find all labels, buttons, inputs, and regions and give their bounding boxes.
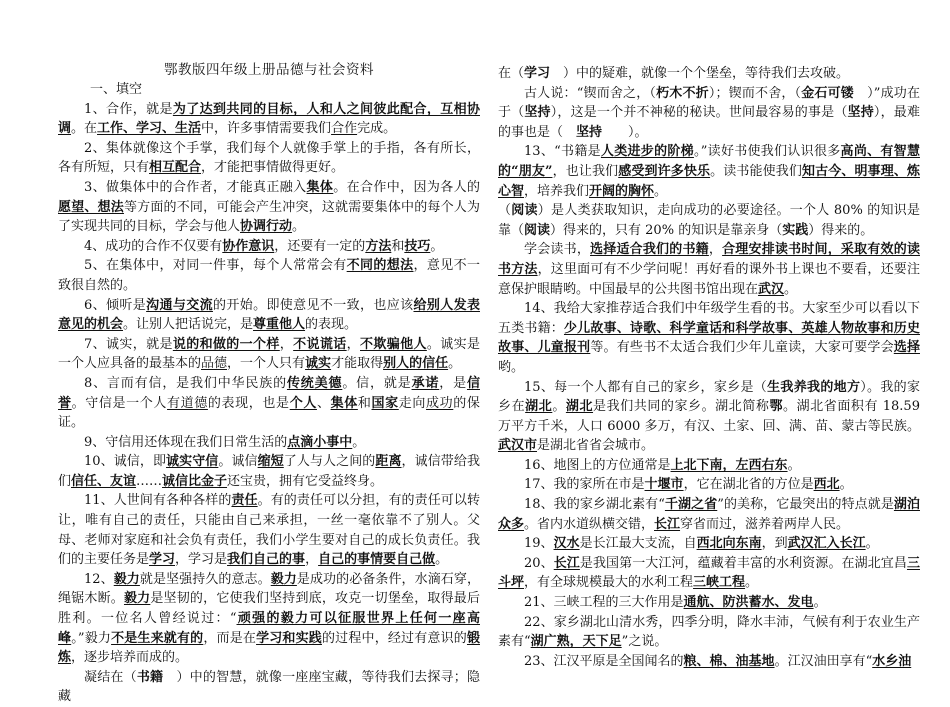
text-run: 。”读好书使我们认识很多 — [693, 144, 841, 160]
text-run: 。诚实是一个人应具备的最基本的 — [58, 336, 480, 372]
text-run: 是我国第一大江河，蕴藏着丰富的水利资源。在湖北宜昌 — [579, 555, 907, 571]
key-term: 阅读 — [511, 203, 538, 219]
text-run: 。在 — [71, 121, 98, 137]
text-run: 。 — [435, 552, 449, 568]
text-run: 13、“书籍是 — [524, 144, 601, 160]
key-term: 少儿故事、诗歌、科学童话和科学故事、英雄人物故事和历史故事、儿童报刊 — [498, 320, 920, 356]
key-term: 缩短 — [257, 454, 284, 470]
text-run: 了人与人之间的 — [283, 454, 376, 470]
document-title: 鄂教版四年级上册品德与社会资料 — [164, 62, 374, 78]
left-column-body — [58, 100, 480, 707]
text-run: 的过程中，经过有意识的 — [321, 630, 467, 646]
text-run: 哟。 — [498, 359, 525, 375]
text-run: 古人说：“锲而舍之，（ — [524, 85, 657, 101]
key-term: 合作 — [331, 121, 358, 137]
text-run: 。守信是一个人 — [71, 395, 168, 411]
key-term: 西北 — [813, 477, 840, 493]
text-run: 穿省而过，滋养着两岸人民。 — [680, 516, 850, 532]
text-run: ，而是在 — [203, 630, 257, 646]
key-term: 沟通与交流 — [146, 297, 213, 313]
key-term: 顽强的毅力可以征服世界上任何一座高峰 — [58, 611, 480, 646]
text-run: ）。 — [602, 124, 648, 140]
key-term: 毅力 — [113, 571, 140, 587]
text-run: 。读书能使我们 — [710, 163, 802, 179]
text-run: 。 — [787, 457, 801, 473]
text-run: 。 — [430, 238, 444, 254]
key-term: 为了达到共同的目标，人和人之间彼此配合，互相协调 — [58, 101, 480, 137]
right-column — [498, 64, 920, 671]
text-run: 14、我给大家推荐适合我们中年级学生看的书。大家至少可以看以下五类书籍： — [498, 301, 920, 336]
text-run: ， — [279, 336, 294, 352]
key-term: 别人的信任 — [383, 356, 449, 372]
text-run: ）；锲而不舍，（ — [708, 85, 802, 101]
text-run: 的表现，也是 — [207, 395, 290, 411]
key-term: 协作意识 — [222, 238, 275, 254]
key-term: 说的和做的一个样 — [172, 336, 280, 352]
text-run: ，一个人只有 — [227, 356, 306, 372]
left-column — [58, 80, 480, 707]
text-run: 凝结在（ — [84, 669, 137, 685]
key-term: 汉水 — [553, 536, 580, 552]
text-run: ”的美称，它最突出的特点就是 — [717, 497, 894, 513]
text-run: 。让别人把话说完，是 — [123, 317, 254, 333]
text-run: 学会读书， — [524, 242, 591, 258]
text-run: 完成。 — [357, 121, 397, 137]
text-run: ”之说。 — [621, 634, 668, 650]
key-term: 毅力 — [270, 571, 297, 587]
key-term: 集体 — [306, 179, 334, 195]
text-run: ）是人类获取知识，走向成功的必要途径。一个人 80% 的知识是靠（ — [498, 203, 920, 238]
paragraph — [498, 652, 920, 672]
key-term: 集体 — [330, 395, 358, 411]
paragraph — [498, 299, 920, 377]
text-run: ）中的智慧，就像一座座宝藏，等待我们去探寻；隐藏 — [58, 669, 480, 705]
text-run: ），最难的事也是（ — [498, 105, 920, 140]
text-run: ， — [305, 552, 319, 568]
key-term: 阅读 — [524, 222, 551, 238]
paragraph — [498, 142, 920, 201]
paragraph — [498, 495, 920, 534]
text-run: 。 — [654, 183, 668, 199]
key-term: 三峡工程 — [693, 575, 746, 591]
text-run: 是我们共同的家乡。湖北简称 — [593, 399, 770, 415]
text-run: ，是 — [439, 375, 467, 391]
key-term: 湖北 — [525, 399, 553, 415]
key-term: 成功 — [426, 395, 454, 411]
text-run: 21、三峡工程的三大作用是 — [524, 595, 684, 611]
key-term: 高尚、有智慧的“朋友” — [498, 144, 920, 179]
paragraph — [498, 534, 920, 554]
paragraph — [498, 554, 920, 593]
text-run: 15、每一个人都有自己的家乡，家乡是（ — [524, 379, 768, 395]
text-run: 的表现。 — [305, 317, 358, 333]
key-term: 朽木不折 — [656, 85, 709, 101]
key-term: 湖广熟，天下足 — [530, 634, 622, 650]
text-run: ）。我的家乡在 — [498, 379, 920, 415]
key-term: 学习 — [149, 552, 176, 568]
text-run: 是长江最大支流，自 — [579, 536, 697, 552]
key-term: 锻炼 — [58, 630, 480, 666]
text-run: 。 — [448, 356, 462, 372]
text-run: 就是坚强持久的意志。 — [139, 571, 271, 587]
text-run: 的保证。 — [58, 395, 480, 431]
text-run: 17、我的家所在市是 — [524, 477, 645, 493]
key-term: 传统美德 — [286, 375, 343, 391]
key-term: 个人 — [289, 395, 317, 411]
key-term: 坚持 — [847, 105, 874, 121]
key-term: 诚信比金子 — [162, 473, 228, 489]
text-run: ，逐步培养而成的。 — [71, 650, 189, 666]
text-run: ）得来的。 — [808, 222, 874, 238]
text-run: 。省内水道纵横交错， — [524, 516, 655, 532]
key-term: 承诺 — [411, 375, 440, 391]
text-run: ，还要有一定的 — [274, 238, 366, 254]
text-run: 。 — [865, 536, 879, 552]
key-term: 三斗坪 — [498, 555, 920, 591]
key-term: 武汉市 — [498, 438, 538, 454]
text-run: 等方面的不同，可能会产生冲突，这就需要集体中的每个人为了实现共同的目标，学会与他人 — [58, 199, 480, 235]
key-term: 学习 — [524, 66, 551, 81]
text-run: 7、诚实，就是 — [84, 336, 173, 352]
key-term: 给别人发表意见的机会 — [58, 297, 480, 333]
text-run: 9、守信用还体现在我们日常生活的 — [84, 434, 288, 450]
text-run: 和 — [391, 238, 405, 254]
text-run: 23、江汉平原是全国闻名的 — [524, 653, 684, 669]
key-term: 鄂 — [769, 399, 784, 415]
text-run: ，这里面可有不少学问呢！再好看的课外书上课也不要看，还要注意保护眼睛哟。中国最早的公共图书馆出现在 — [498, 261, 920, 297]
text-run: 2、集体就像这个手掌，我们每个人就像手掌上的手指，各有所长，各有所短，只有 — [58, 140, 480, 176]
key-term: 有道德 — [167, 395, 208, 411]
text-run: 和 — [357, 395, 372, 411]
key-term: 生我养我的地方 — [767, 379, 861, 395]
text-run: （ — [498, 203, 512, 219]
text-run: 6、倾听是 — [84, 297, 147, 313]
paragraph — [498, 84, 920, 143]
paragraph — [58, 668, 480, 707]
key-term: 信誉 — [58, 375, 480, 411]
key-term: 技巧 — [404, 238, 431, 254]
text-run: 在（ — [498, 66, 525, 81]
text-run: ，有全球规模最大的水利工程 — [524, 575, 694, 591]
key-term: 十堰市 — [644, 477, 684, 493]
key-term: 品德 — [201, 356, 228, 372]
key-term: 坚持 — [576, 124, 603, 140]
text-run: 4、成功的合作不仅要有 — [84, 238, 223, 254]
key-term: 方法 — [365, 238, 392, 254]
paragraph — [58, 100, 480, 139]
paragraph — [58, 374, 480, 433]
key-term: 粮、棉、油基地 — [683, 653, 775, 669]
key-term: 湖北 — [565, 399, 594, 415]
text-run: ，才能把事情做得更好。 — [201, 160, 345, 176]
text-run: ， — [346, 336, 360, 352]
text-run: 走向 — [398, 395, 427, 411]
paragraph — [498, 64, 920, 84]
key-term: 湖泊众多 — [498, 497, 920, 532]
key-term: 学习和实践 — [256, 630, 322, 646]
paragraph — [58, 452, 480, 491]
text-run: ）得来的，只有 20% 的知识是靠亲身（ — [550, 222, 783, 238]
text-run: 。有的责任可以分担，有的责任可以转让，唯有自己的责任，只能由自己来承担，一丝一毫依靠不了别人。父母、老师对家庭和社会负有责任，我们小学生要对自己的成长负责任。我们的主要任务是 — [58, 493, 480, 568]
key-term: 合理安排读书时间，采取有效的读书方法 — [498, 242, 920, 277]
paragraph — [58, 237, 480, 257]
key-term: 毅力 — [123, 591, 151, 607]
key-term: 金石可镂 — [801, 85, 854, 101]
text-run: ，也让我们 — [552, 163, 619, 179]
key-term: 诚实守信 — [166, 454, 219, 470]
key-term: 信任、友谊 — [71, 473, 137, 489]
text-run: 1、合作，就是 — [84, 101, 173, 117]
key-term: 人类进步的阶梯 — [600, 144, 694, 160]
text-run: 5、在集体中，对同一件事，每个人常常会有 — [84, 258, 347, 274]
text-run: 。信，就是 — [342, 375, 412, 391]
text-run: 。 — [839, 477, 853, 493]
key-term: 相互配合 — [149, 160, 202, 176]
text-run: 10、诚信，即 — [84, 454, 167, 470]
key-term: 坚持 — [524, 105, 551, 121]
text-run: 。诚信 — [218, 454, 258, 470]
key-term: 自己的事情要自己做 — [318, 552, 436, 568]
paragraph — [58, 570, 480, 668]
key-term: 千湖之省 — [664, 497, 718, 513]
key-term: 不欺骗他人 — [360, 336, 427, 352]
key-term: 选择 — [893, 340, 920, 356]
key-term: 书籍 — [136, 669, 164, 685]
paragraph — [58, 296, 480, 335]
key-term: 国家 — [371, 395, 399, 411]
paragraph — [498, 201, 920, 240]
text-run: …… — [136, 473, 163, 489]
key-term: 不同的想法 — [346, 258, 414, 274]
key-term: 通航、防洪蓄水、发电 — [683, 595, 814, 611]
text-run: 是成功的必备条件，水滴石穿，绳锯木断。 — [58, 571, 480, 607]
paragraph — [498, 613, 920, 652]
text-run: 3、做集体中的合作者，才能真正融入 — [84, 179, 307, 195]
key-term: 长江 — [654, 516, 681, 532]
paragraph — [498, 475, 920, 495]
paragraph — [498, 240, 920, 299]
text-run: 等。有些书不太适合我们少年儿童读，大家可要学会 — [590, 340, 894, 356]
text-run: 。 — [552, 399, 566, 415]
key-term: 水乡油 — [872, 653, 912, 669]
text-run: 11、人世间有各种各样的 — [84, 493, 232, 509]
key-term: 西北向东南 — [696, 536, 762, 552]
text-run: 中，许多事情需要我们 — [201, 121, 332, 137]
key-term: 协调行动 — [240, 219, 293, 235]
key-term: 责任 — [231, 493, 258, 509]
paragraph — [58, 335, 480, 374]
key-term: 诚实 — [305, 356, 332, 372]
key-term: 开阔的胸怀 — [589, 183, 655, 199]
paragraph — [498, 593, 920, 613]
text-run: ， — [708, 242, 723, 258]
text-run: 才能取得 — [331, 356, 384, 372]
key-term: 不说谎话 — [293, 336, 347, 352]
paragraph — [58, 178, 480, 237]
right-column-body — [498, 64, 920, 671]
paragraph — [58, 139, 480, 178]
text-run: 8、言而有信，是我们中华民族的 — [84, 375, 287, 391]
text-run: ），这是一个并不神秘的秘诀。世间最容易的事是（ — [550, 105, 848, 121]
text-run: ，它在湖北省的方位是 — [683, 477, 814, 493]
key-term: 感受到许多快乐 — [618, 163, 711, 179]
key-term: 长江 — [553, 555, 580, 571]
paragraph — [58, 433, 480, 453]
text-run: ，到 — [761, 536, 788, 552]
paragraph — [58, 256, 480, 295]
text-run: 12、 — [84, 571, 114, 587]
text-run: 20、 — [524, 555, 554, 571]
text-run: ，培养我们 — [524, 183, 590, 199]
key-term: 选择适合我们的书籍 — [590, 242, 709, 258]
text-run: 。 — [784, 281, 798, 297]
text-run: 22、家乡湖北山清水秀，四季分明，降水丰沛，气候有利于农业生产素有“ — [498, 614, 920, 650]
paragraph — [498, 378, 920, 456]
text-run: ，诚信带给我们 — [58, 454, 480, 489]
key-term: 武汉汇入长江 — [787, 536, 866, 552]
key-term: 知古今、明事理、炼心智 — [498, 163, 920, 199]
text-run: 。湖北省面积有 18.59 万平方千米，人口 6000 多万，有汉、土家、回、满、苗、蒙古等民族。 — [498, 399, 920, 434]
text-run: ，意见不一致很自然的。 — [58, 258, 480, 293]
text-run: 18、我的家乡湖北素有“ — [524, 497, 665, 513]
key-term: 愿望、想法 — [58, 199, 124, 215]
text-run: 还宝贵，拥有它受益终身。 — [227, 473, 384, 489]
key-term: 工作、学习、生活 — [97, 121, 202, 137]
key-term: 上北下南，左西右东 — [670, 457, 788, 473]
key-term: 实践 — [782, 222, 809, 238]
text-run: ，学习是 — [175, 552, 228, 568]
key-term: 点滴小事中 — [287, 434, 353, 450]
key-term: 距离 — [375, 454, 402, 470]
text-run: 是坚韧的，它使我们坚持到底，攻克一切堡垒，取得最后胜利。一位名人曾经说过：“ — [58, 591, 480, 627]
text-run: 、 — [316, 395, 331, 411]
text-run: 。江汉油田享有“ — [774, 653, 873, 669]
key-term: 尊重他人 — [253, 317, 306, 333]
text-run: ）”成功在于（ — [498, 85, 920, 121]
text-run: 16、地图上的方位通常是 — [524, 457, 671, 473]
text-run: 。”毅力 — [71, 630, 112, 646]
text-run: 的开始。即使意见不一致，也应该 — [212, 297, 414, 313]
text-run: 。在合作中，因为各人的 — [333, 179, 480, 195]
text-run: 。 — [813, 595, 827, 611]
key-term: 我们自己的事 — [227, 552, 306, 568]
key-term: 不是生来就有的 — [111, 630, 204, 646]
text-run: 。 — [352, 434, 366, 450]
key-term: 武汉 — [758, 281, 785, 297]
paragraph — [58, 491, 480, 569]
text-run: 。 — [292, 219, 306, 235]
text-run: 19、 — [524, 536, 554, 552]
paragraph — [498, 456, 920, 476]
section-heading: 一、填空 — [90, 82, 143, 97]
text-run: 。 — [745, 575, 759, 591]
text-run: ）中的疑难，就像一个个堡垒，等待我们去攻破。 — [550, 66, 850, 81]
text-run: 是湖北省省会城市。 — [537, 438, 655, 454]
